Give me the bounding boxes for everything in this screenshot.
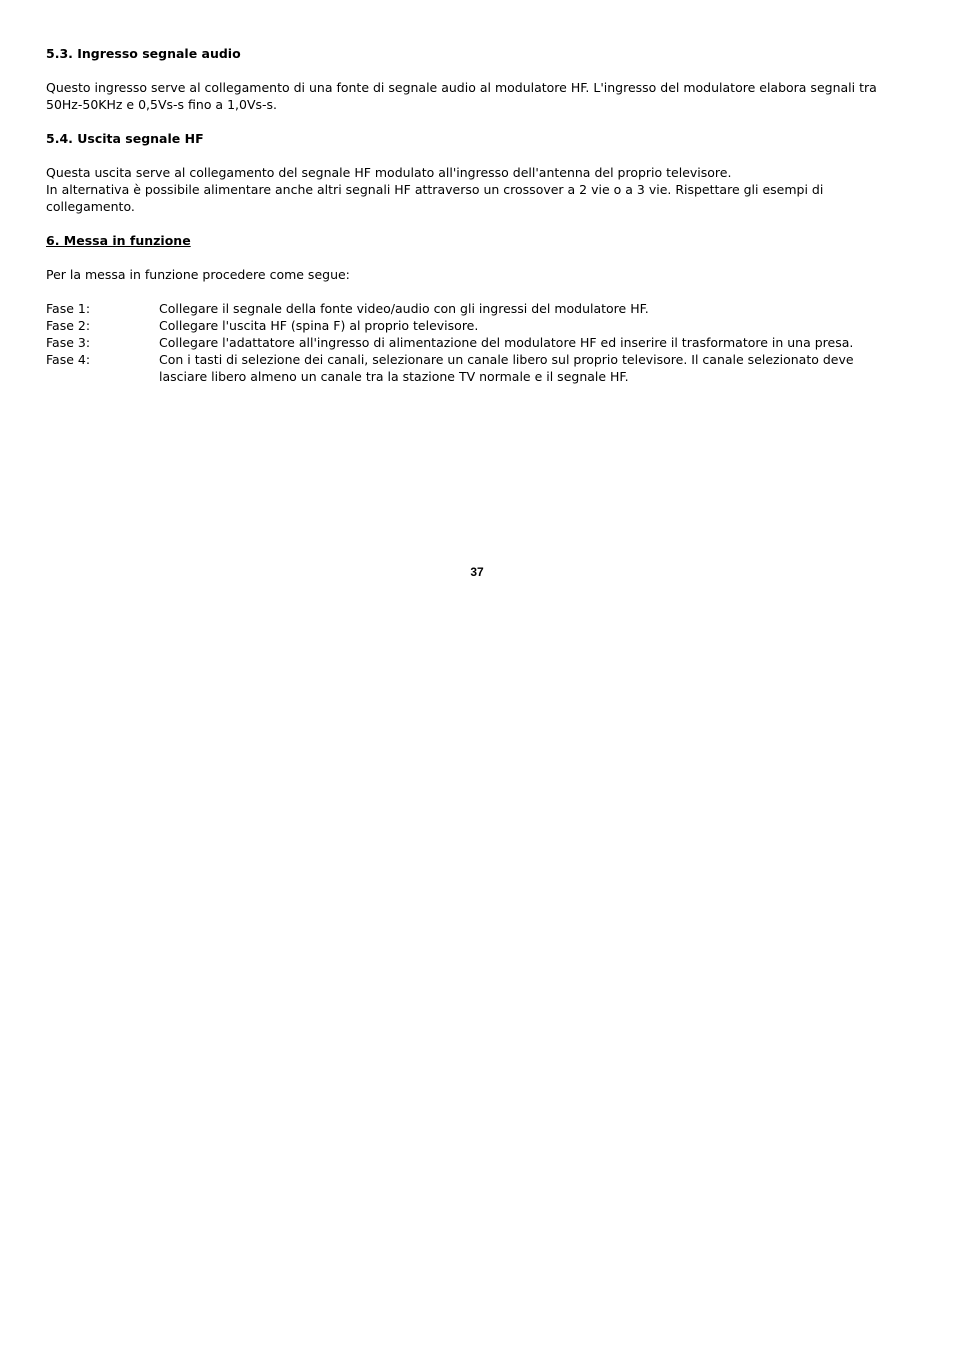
paragraph-audio-line-1: Questo ingresso serve al collegamento di una fonte di segnale audio al modulatore HF. L'ingresso del modulatore elabora segnali tra: [46, 80, 877, 95]
step-label: Fase 4:: [46, 352, 91, 367]
step-3: [46, 334, 908, 351]
section-title-audio-input: 5.3. Ingresso segnale audio: [46, 46, 241, 61]
paragraph-hf-line-2: In alternativa è possibile alimentare anche altri segnali HF attraverso un crossover a 2 vie o a 3 vie. Rispettare gli esempi di collegamento.: [46, 182, 824, 214]
step-1: [46, 300, 908, 317]
page-number: 37: [470, 565, 484, 579]
step-label: Fase 1:: [46, 301, 91, 316]
step-4: [46, 351, 908, 368]
document-page: [46, 45, 908, 385]
step-text: Collegare l'uscita HF (spina F) al proprio televisore.: [159, 318, 479, 333]
step-2: [46, 317, 908, 334]
step-text: Collegare l'adattatore all'ingresso di alimentazione del modulatore HF ed inserire il trasformatore in una presa.: [159, 335, 854, 350]
step-4-continuation: [46, 368, 908, 385]
step-text: Con i tasti di selezione dei canali, selezionare un canale libero sul proprio televisore. Il canale selezionato deve: [159, 352, 854, 367]
step-text-continuation: lasciare libero almeno un canale tra la stazione TV normale e il segnale HF.: [159, 369, 629, 384]
paragraph-hf-line-1: Questa uscita serve al collegamento del segnale HF modulato all'ingresso dell'antenna del proprio televisore.: [46, 165, 732, 180]
section-title-startup: 6. Messa in funzione: [46, 233, 191, 248]
section-title-hf-output: 5.4. Uscita segnale HF: [46, 131, 204, 146]
step-label: Fase 2:: [46, 318, 91, 333]
step-label: Fase 3:: [46, 335, 91, 350]
paragraph-startup-intro: Per la messa in funzione procedere come segue:: [46, 267, 350, 282]
paragraph-audio-line-2: 50Hz-50KHz e 0,5Vs-s fino a 1,0Vs-s.: [46, 97, 278, 112]
step-text: Collegare il segnale della fonte video/audio con gli ingressi del modulatore HF.: [159, 301, 649, 316]
startup-steps-list: [46, 300, 908, 385]
